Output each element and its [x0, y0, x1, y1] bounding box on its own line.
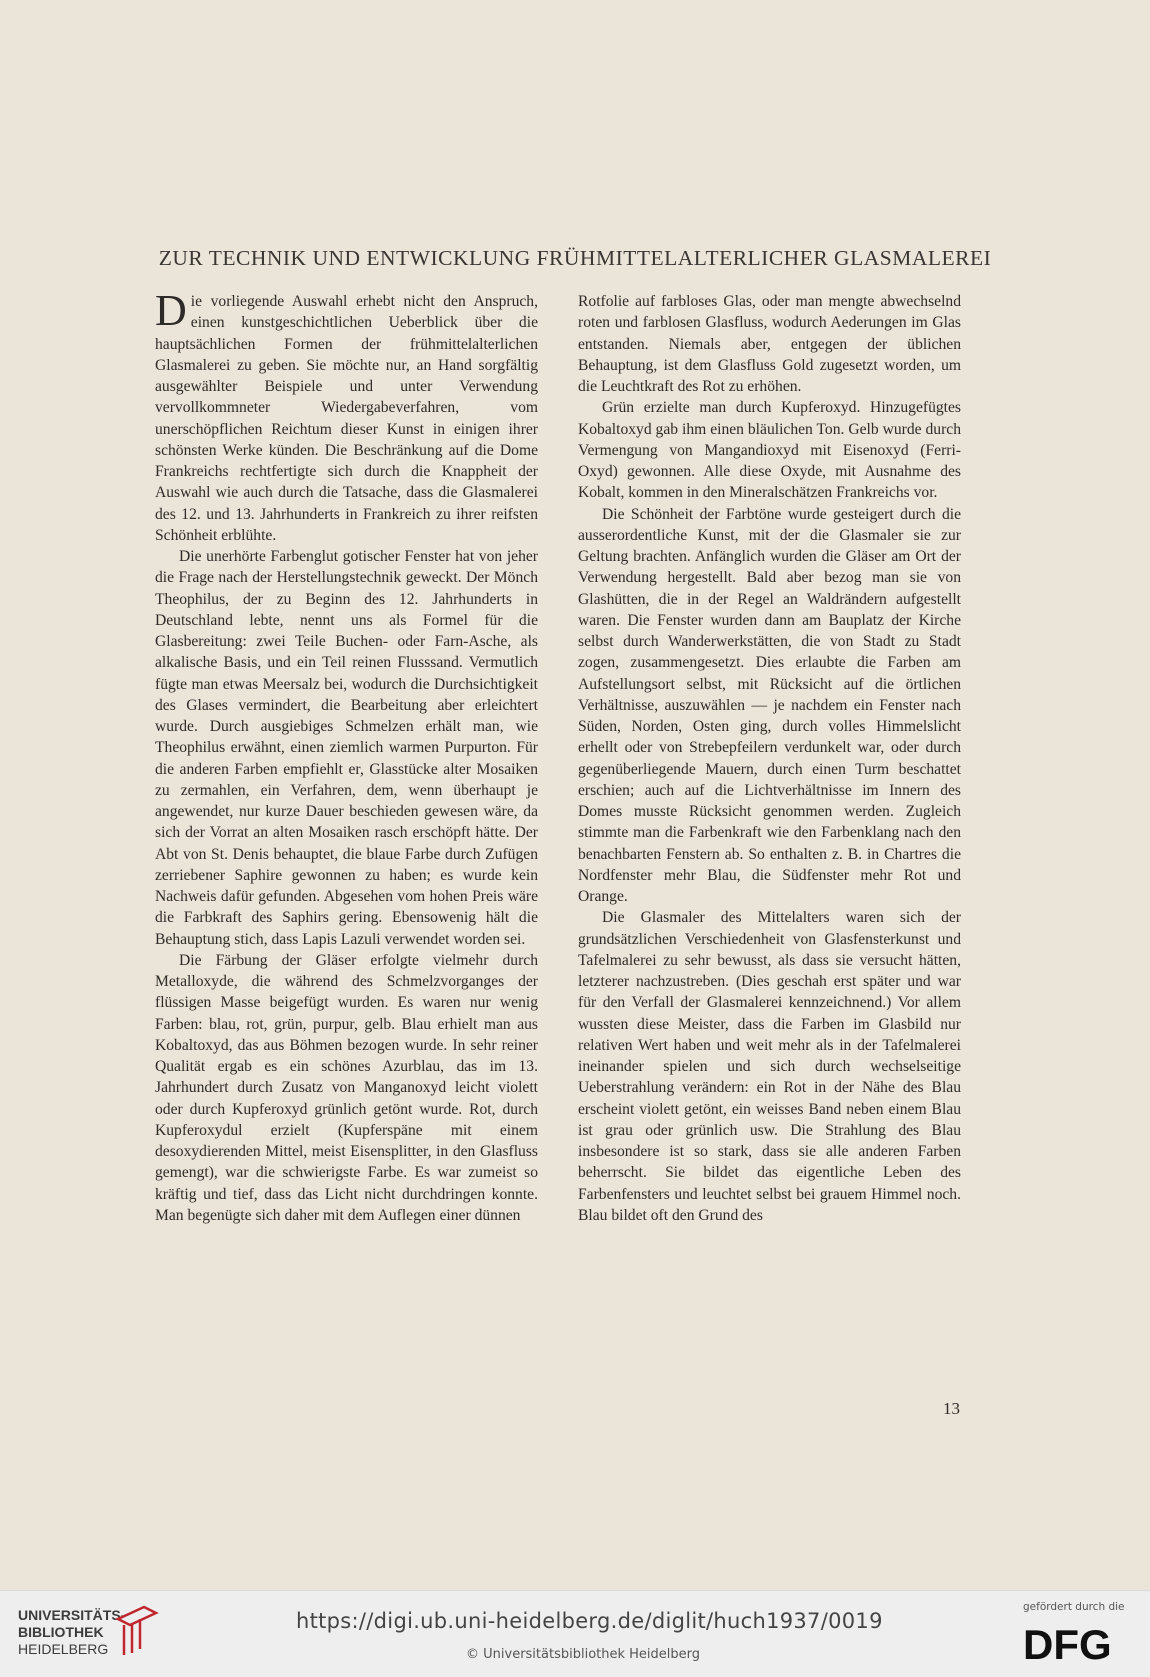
- copyright-note: © Universitätsbibliothek Heidelberg: [466, 1647, 701, 1662]
- footer-bar: [0, 1590, 1150, 1677]
- library-logo-text[interactable]: UNIVERSITÄTS- BIBLIOTHEK HEIDELBERG: [18, 1607, 126, 1657]
- paragraph: Die unerhörte Farbenglut gotischer Fenster hat von jeher die Frage nach der Herstellungstechnik geweckt. Der Mönch Theophilus, der zu Beginn des 12. Jahrhunderts in Deutschland lebte, nennt uns als Formel für die Glasbereitung: zwei Teile Buchen- oder Farn-Asche, als alkalische Basis, und ein Teil reinen Flusssand. Vermutlich fügte man etwas Meersalz bei, wodurch die Durchsichtigkeit des Glases vermindert, die Bearbeitung aber erleichtert wurde. Durch ausgiebiges Schmelzen erhält man, wie Theophilus erwähnt, einen ziemlich warmen Purpurton. Für die anderen Farben empfiehlt er, Glasstücke alter Mosaiken zu zermahlen, ein Verfahren, dem, wenn überhaupt je angewendet, nur kurze Dauer beschieden gewesen wäre, da sich der Vorrat an alten Mosaiken rasch erschöpft hätte. Der Abt von St. Denis behauptet, die blaue Farbe durch Zufügen zerriebener Saphire gewonnen zu haben; es wurde kein Nachweis dafür gefunden. Abgesehen vom hohen Preis wäre die Farbkraft des Saphirs gering. Ebensowenig hält die Behauptung stich, dass Lapis Lazuli verwendet worden sei.: [155, 548, 538, 948]
- drop-cap: D: [155, 286, 187, 335]
- paragraph: Rotfolie auf farbloses Glas, oder man mengte abwechselnd roten und farblosen Glasfluss, wodurch Aederungen im Glas entstanden. Niemals aber, entgegen der üblichen Behauptung, ist dem Glasfluss Gold zugesetzt worden, um die Leuchtkraft des Rot zu erhöhen.: [578, 293, 961, 395]
- page-number: 13: [943, 1399, 960, 1418]
- dfg-logo-text: DFG: [1023, 1621, 1112, 1665]
- paragraph: Die Glasmaler des Mittelalters waren sich der grundsätzlichen Verschiedenheit von Glasfensterkunst und Tafelmalerei zu sehr bewusst, als dass sie versucht hätten, letzterer nachzustreben. (Dies geschah erst später und war für den Verfall der Glasmalerei kennzeichnend.) Vor allem wussten diese Meister, dass die Farben im Glasbild nur relativen Wert haben und weit mehr als in der Tafelmalerei ineinander spielen und sich durch wechselseitige Ueberstrahlung verändern: ein Rot in der Nähe des Blau erscheint violett getönt, ein weisses Band neben einem Blau ist grau oder grünlich usw. Die Strahlung des Blau insbesondere ist so stark, dass sie alle anderen Farben beherrscht. Sie bildet das eigentliche Leben des Farbenfensters und leuchtet selbst bei grauem Himmel noch. Blau bildet oft den Grund des: [578, 909, 961, 1224]
- paragraph: Die Schönheit der Farbtöne wurde gesteigert durch die ausserordentliche Kunst, mit der die Glasmaler sie zur Geltung brachten. Anfänglich wurden die Gläser am Ort der Verwendung hergestellt. Bald aber bezog man sie von Glashütten, die in der Regel an Waldrändern aufgestellt waren. Die Fenster wurden dann am Bauplatz der Kirche selbst durch Wanderwerkstätten, die von Stadt zu Stadt zogen, zusammengesetzt. Dies erlaubte die Farben am Aufstellungsort selbst, mit Rücksicht auf die örtlichen Verhältnisse, auszuwählen — je nachdem ein Fenster nach Süden, Norden, Osten ging, durch volles Himmelslicht erhellt oder von Strebepfeilern verdunkelt war, oder durch gegenüberliegende Mauern, durch einen Turm beschattet erschien; auch auf die Lichtverhältnisse im Innern des Domes musste Rücksicht genommen werden. Zugleich stimmte man die Farbenkraft wie den Farbenklang nach den benachbarten Fenstern ab. So enthalten z. B. in Chartres die Nordfenster mehr Blau, die Südfenster mehr Rot und Orange.: [578, 505, 961, 905]
- right-column: [578, 291, 961, 1226]
- dfg-logo-icon[interactable]: [1023, 1621, 1133, 1665]
- left-column: [155, 286, 538, 1226]
- paragraph: Grün erzielte man durch Kupferoxyd. Hinzugefügtes Kobaltoxyd gab ihm einen bläulichen Ton. Gelb wurde durch Vermengung von Mangandioxyd mit Eisenoxyd (Ferri-Oxyd) gewonnen. Alle diese Oxyde, mit Ausnahme des Kobalt, kommen in den Mineralschätzen Frankreichs vor.: [578, 399, 961, 502]
- paragraph: Die vorliegende Auswahl erhebt nicht den Anspruch, einen kunstgeschichtlichen Ueberblick über die hauptsächlichen Formen der frühmittelalterlichen Glasmalerei zu geben. Sie möchte nur, an Hand sorgfältig ausgewählter Beispiele und unter Verwendung vervollkommneter Wiedergabeverfahren, vom unerschöpflichen Reichtum dieser Kunst in einigen ihrer schönsten Werke künden. Die Beschränkung auf die Dome Frankreichs rechtfertigte sich durch die Knappheit der Auswahl wie auch durch die Tatsache, dass die Glasmalerei des 12. und 13. Jahrhunderts in Frankreich zu ihrer reifsten Schönheit erblühte.: [155, 286, 538, 544]
- library-logo-icon: [114, 1603, 160, 1659]
- permalink-url[interactable]: https://digi.ub.uni-heidelberg.de/diglit/huch1937/0019: [296, 1609, 883, 1633]
- paragraph: Die Färbung der Gläser erfolgte vielmehr durch Metalloxyde, die während des Schmelzvorganges der flüssigen Masse beigefügt wurden. Es waren nur wenig Farben: blau, rot, grün, purpur, gelb. Blau erhielt man aus Kobaltoxyd, das aus Böhmen bezogen wurde. In sehr reiner Qualität ergab es ein schönes Azurblau, das im 13. Jahrhundert durch Zusatz von Manganoxyd leicht violett oder durch Kupferoxyd grünlich getönt wurde. Rot, durch Kupferoxydul erzielt (Kupferspäne mit einem desoxydierenden Mittel, meist Eisensplitter, in den Glasfluss gemengt), war die schwierigste Farbe. Es war zumeist so kräftig und tief, dass das Licht nicht durchdringen konnte. Man begenügte sich daher mit dem Auflegen einer dünnen: [155, 951, 538, 1224]
- page-title: ZUR TECHNIK UND ENTWICKLUNG FRÜHMITTELALTERLICHER GLASMALEREI: [158, 246, 992, 270]
- funded-by-label: gefördert durch die: [1023, 1601, 1125, 1613]
